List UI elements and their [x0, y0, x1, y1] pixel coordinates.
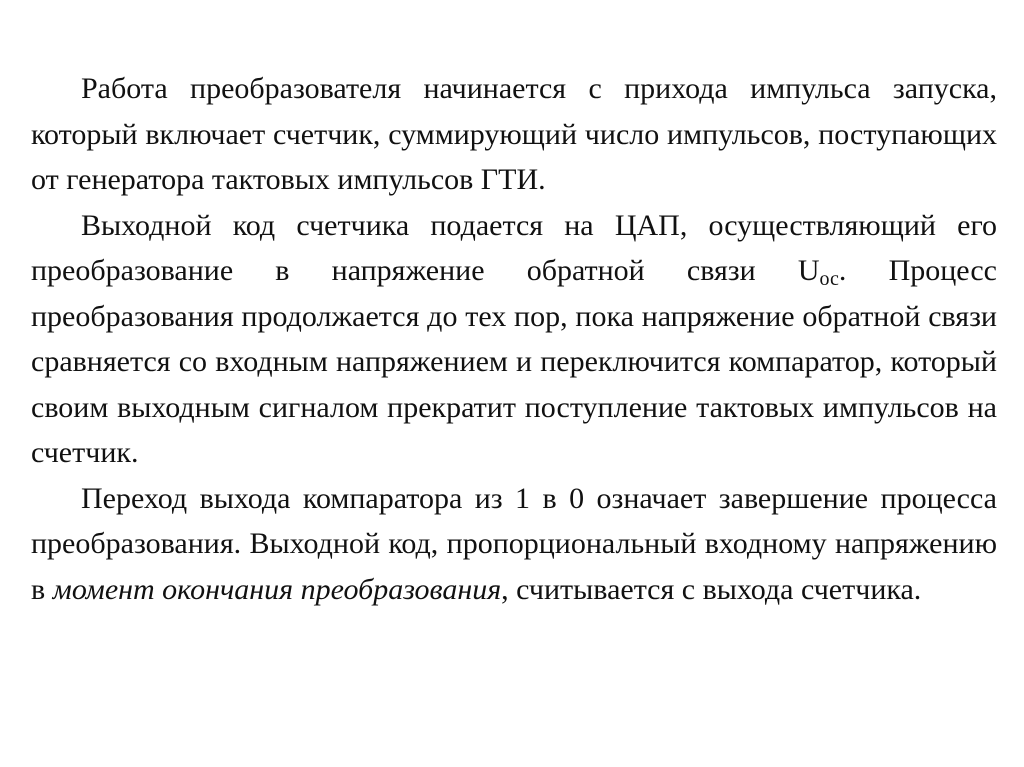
paragraph-3 [31, 476, 997, 613]
paragraph-1-text: Работа преобразователя начинается с прихода импульса запуска, который включает счетчик, суммирующий число импульсов, поступающих от генератора тактовых импульсов ГТИ. [31, 72, 997, 196]
paragraph-2 [31, 203, 997, 476]
paragraph-2-text-start: Выходной код счетчика подается на ЦАП, осуществляющий его преобразование в напряжение обратной связи U [31, 208, 997, 287]
document-page [31, 66, 997, 612]
voltage-subscript: ос [819, 268, 839, 290]
paragraph-3-text-start: Переход выхода компаратора из 1 в 0 означает завершение процесса преобразования. Выходной код, пропорциональный входному напряжению в [31, 481, 997, 606]
paragraph-1 [31, 66, 997, 203]
italic-phrase: момент окончания преобразования [52, 572, 502, 606]
paragraph-3-text-end: , считывается с выхода счетчика. [501, 572, 922, 606]
paragraph-2-text-end: . Процесс преобразования продолжается до тех пор, пока напряжение обратной связи сравняется со входным напряжением и переключится компаратор, который своим выходным сигналом прекратит поступление тактовых импульсов на счетчик. [31, 254, 997, 469]
